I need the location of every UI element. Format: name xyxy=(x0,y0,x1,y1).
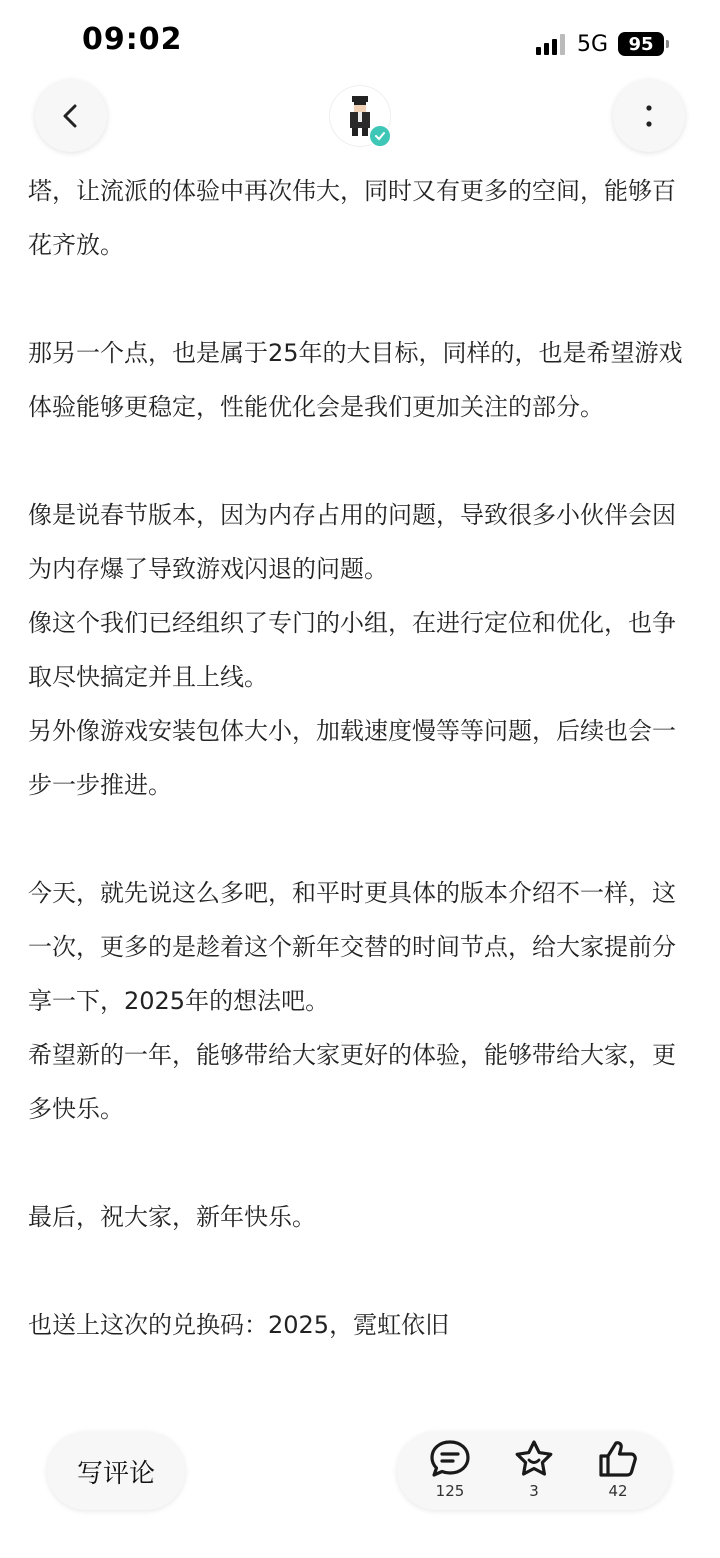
battery-level: 95 xyxy=(628,33,654,55)
article-paragraph: 今天，就先说这么多吧，和平时更具体的版本介绍不一样，这一次，更多的是趁着这个新年交替的时间节点，给大家提前分享一下，2025年的想法吧。 xyxy=(28,879,676,1015)
article-paragraph: 那另一个点，也是属于25年的大目标，同样的，也是希望游戏体验能够更稳定，性能优化会是我们更加关注的部分。 xyxy=(28,339,683,421)
article-paragraph: 像这个我们已经组织了专门的小组，在进行定位和优化，也争取尽快搞定并且上线。 xyxy=(28,609,676,691)
chevron-left-icon xyxy=(57,102,85,130)
vertical-dots-icon xyxy=(644,101,654,131)
like-button[interactable] xyxy=(588,1438,648,1504)
status-indicators xyxy=(536,30,664,58)
article-paragraph: 也送上这次的兑换码：2025，霓虹依旧 xyxy=(28,1311,450,1339)
write-comment-button[interactable]: 写评论 xyxy=(47,1432,185,1510)
article-paragraph: 像是说春节版本，因为内存占用的问题，导致很多小伙伴会因为内存爆了导致游戏闪退的问题。 xyxy=(28,501,676,583)
action-group xyxy=(397,1432,671,1510)
signal-icon xyxy=(536,33,565,55)
likes-count: 42 xyxy=(608,1482,628,1500)
favorite-button[interactable] xyxy=(504,1438,564,1504)
article-paragraph xyxy=(28,812,692,866)
star-icon xyxy=(512,1438,556,1480)
article-paragraph: 最后，祝大家，新年快乐。 xyxy=(28,1203,316,1231)
comments-button[interactable] xyxy=(420,1438,480,1504)
thumbs-up-icon xyxy=(596,1438,640,1480)
verified-icon xyxy=(368,124,392,148)
comment-bubble-icon xyxy=(428,1438,472,1480)
article-paragraph: 另外像游戏安装包体大小，加载速度慢等等问题，后续也会一步一步推进。 xyxy=(28,717,676,799)
author-avatar[interactable] xyxy=(330,86,390,146)
back-button[interactable] xyxy=(35,80,107,152)
favorites-count: 3 xyxy=(529,1482,539,1500)
battery-icon xyxy=(618,32,664,56)
network-type: 5G xyxy=(576,31,608,57)
article-paragraph: 塔，让流派的体验中再次伟大，同时又有更多的空间，能够百花齐放。 xyxy=(28,177,676,259)
article-paragraph xyxy=(28,272,692,326)
status-time: 09:02 xyxy=(82,22,183,57)
more-options-button[interactable] xyxy=(613,80,685,152)
bottom-action-bar xyxy=(0,1420,720,1558)
article-paragraph xyxy=(28,1136,692,1190)
article-paragraph xyxy=(28,1244,692,1298)
article-content xyxy=(28,164,692,1352)
comments-count: 125 xyxy=(435,1482,465,1500)
article-paragraph: 希望新的一年，能够带给大家更好的体验，能够带给大家，更多快乐。 xyxy=(28,1041,676,1123)
article-paragraph xyxy=(28,434,692,488)
status-bar xyxy=(0,0,720,80)
